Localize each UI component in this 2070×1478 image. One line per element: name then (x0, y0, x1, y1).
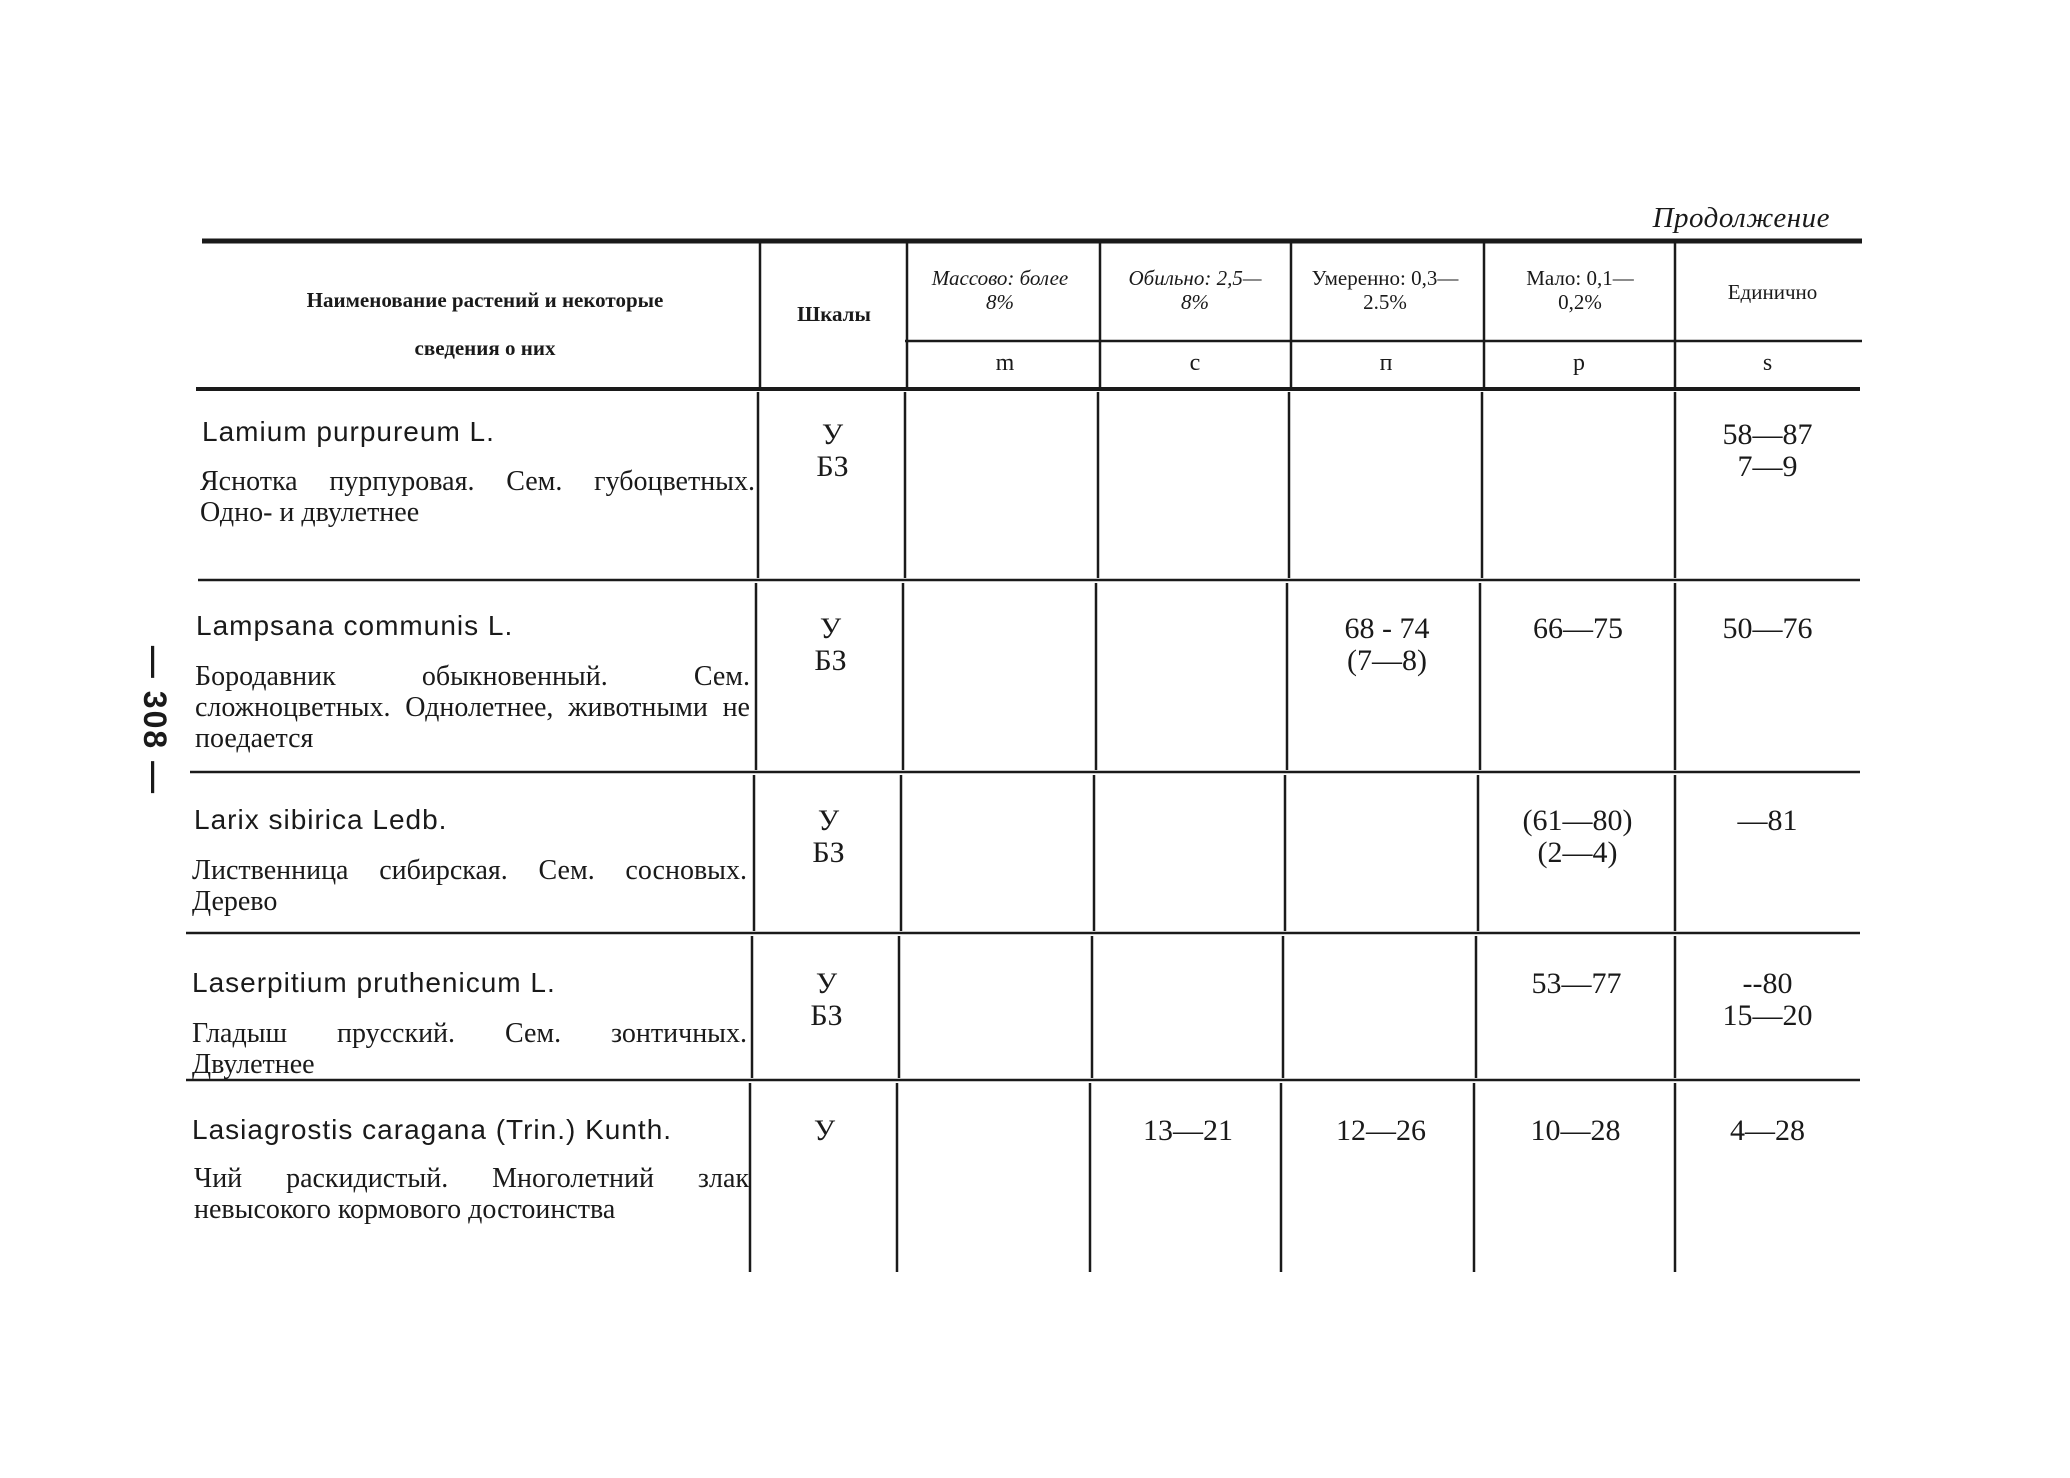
row-1-scales: У БЗ (816, 418, 849, 483)
header-malo: Мало: 0,1—0,2% (1526, 266, 1634, 314)
row-5-description: Чий раскидистый. Многолетний злак невысокого кормового достоинства (194, 1163, 749, 1225)
row-2-scales: У БЗ (814, 612, 847, 677)
row-2-latin-name: Lampsana communis L. (196, 610, 514, 641)
row-1-description: Яснотка пурпуровая. Сем. губоцветных. Одно- и двулетнее (200, 466, 755, 528)
row-2-description: Бородавник обыкновенный. Сем. сложноцветных. Однолетнее, животными не поедается (195, 661, 750, 754)
row-5-umerenno: 12—26 (1336, 1114, 1426, 1147)
header-edinichno: Единично (1727, 280, 1818, 304)
row-5-latin-name: Lasiagrostis caragana (Trin.) Kunth. (192, 1114, 673, 1145)
header-umerenno: Умеренно: 0,3—2.5% (1311, 266, 1459, 314)
subheader-s: s (1762, 350, 1773, 376)
subheader-m: m (995, 350, 1015, 376)
header-scales: Шкалы (797, 302, 871, 326)
row-5-edinichno: 4—28 (1730, 1114, 1805, 1147)
continuation-label: Продолжение (1652, 202, 1830, 234)
row-5-obilno: 13—21 (1143, 1114, 1233, 1147)
row-5-scales: У (813, 1114, 836, 1147)
row-2-malo: 66—75 (1533, 612, 1623, 645)
row-5-malo: 10—28 (1530, 1114, 1621, 1147)
header-massovo: Массово: более 8% (931, 266, 1069, 314)
row-1-edinichno: 58—87 7—9 (1722, 418, 1813, 483)
row-3-description: Лиственница сибирская. Сем. сосновых. Дерево (192, 855, 747, 917)
row-4-latin-name: Laserpitium pruthenicum L. (192, 967, 556, 998)
row-3-edinichno: —81 (1737, 804, 1798, 837)
page-number-text: — 308 — (137, 645, 174, 795)
row-2-umerenno: 68 - 74 (7—8) (1344, 612, 1430, 677)
row-3-scales: У БЗ (812, 804, 845, 869)
subheader-n: п (1379, 350, 1393, 376)
header-obilno: Обильно: 2,5—8% (1128, 266, 1262, 314)
subheader-c: c (1189, 350, 1201, 376)
header-plant-name: Наименование растений и некоторые сведения о них (306, 288, 664, 360)
row-4-edinichno: --80 15—20 (1722, 967, 1813, 1032)
row-1-latin-name: Lamium purpureum L. (202, 416, 495, 447)
row-3-latin-name: Larix sibirica Ledb. (194, 804, 448, 835)
row-4-scales: У БЗ (810, 967, 843, 1032)
row-4-malo: 53—77 (1531, 967, 1622, 1000)
row-3-malo: (61—80) (2—4) (1522, 804, 1633, 869)
row-2-edinichno: 50—76 (1722, 612, 1813, 645)
row-4-description: Гладыш прусский. Сем. зонтичных. Двулетнее (192, 1018, 747, 1080)
subheader-p: p (1573, 350, 1585, 376)
